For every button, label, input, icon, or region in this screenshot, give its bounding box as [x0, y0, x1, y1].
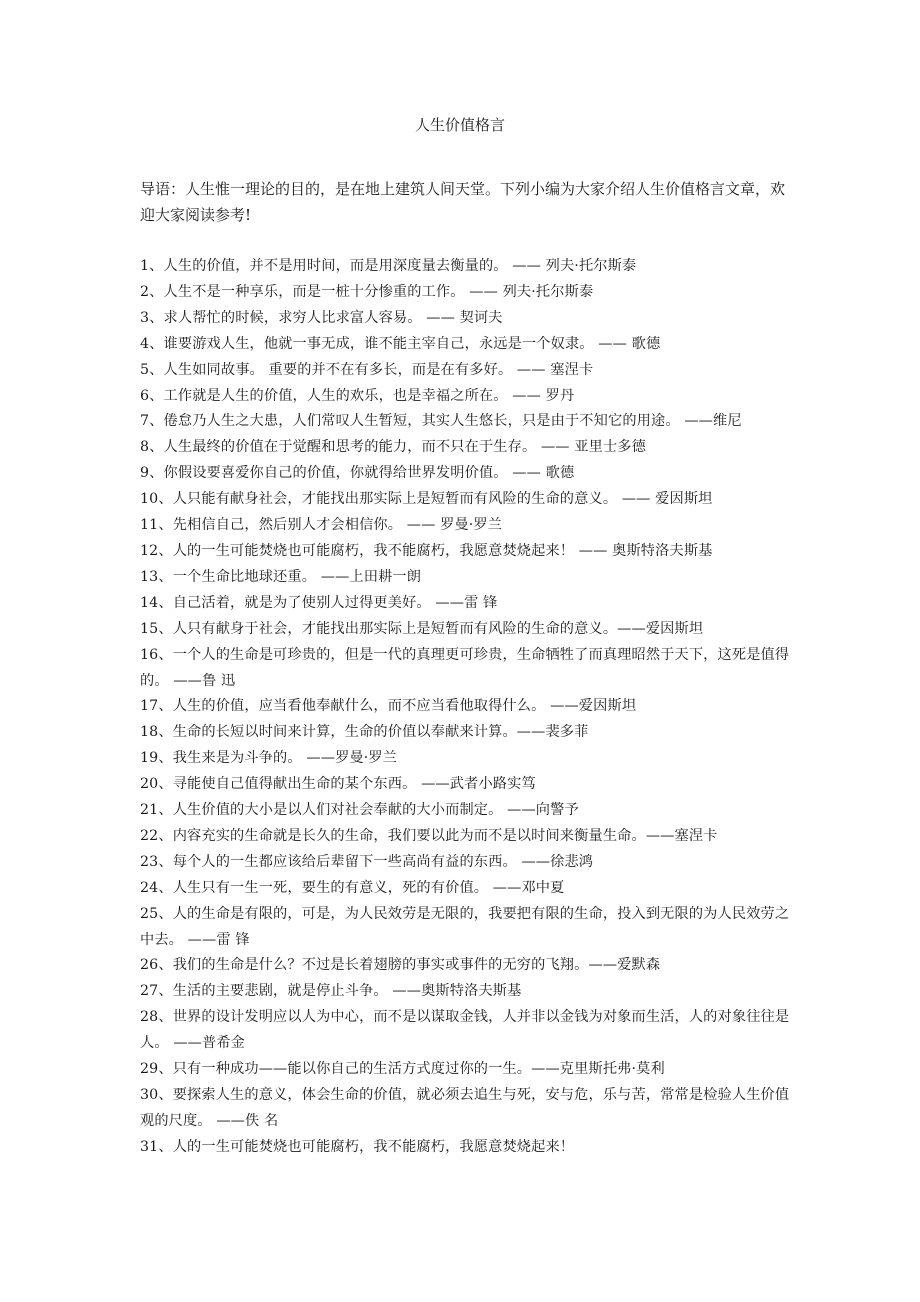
quote-item: 15、人只有献身于社会，才能找出那实际上是短暂而有风险的生命的意义。——爱因斯坦 [140, 620, 704, 637]
quote-item: 13、一个生命比地球还重。 ——上田耕一朗 [140, 568, 422, 585]
quote-item: 27、生活的主要悲剧，就是停止斗争。 ——奥斯特洛夫斯基 [140, 983, 522, 1000]
quote-item: 30、要探索人生的意义，体会生命的价值，就必须去追生与死，安与危，乐与苦，常常是检验人生价值观的尺度。 ——佚 名 [140, 1087, 790, 1129]
quote-list [140, 254, 790, 1161]
quote-item: 16、一个人的生命是可珍贵的，但是一代的真理更可珍贵，生命牺牲了而真理昭然于天下，这死是值得的。 ——鲁 迅 [140, 646, 790, 689]
quote-item: 5、人生如同故事。 重要的并不在有多长，而是在有多好。 —— 塞涅卡 [140, 361, 594, 378]
quote-item: 22、内容充实的生命就是长久的生命，我们要以此为而不是以时间来衡量生命。——塞涅卡 [140, 827, 718, 844]
quote-item: 21、人生价值的大小是以人们对社会奉献的大小而制定。 ——向警予 [140, 802, 579, 819]
quote-item: 11、先相信自己，然后别人才会相信你。 —— 罗曼·罗兰 [140, 517, 503, 534]
quote-item: 6、工作就是人生的价值，人生的欢乐，也是幸福之所在。 —— 罗丹 [140, 387, 575, 404]
quote-item: 4、谁要游戏人生，他就一事无成，谁不能主宰自己，永远是一个奴隶。 —— 歌德 [140, 335, 661, 352]
quote-item: 8、人生最终的价值在于觉醒和思考的能力，而不只在于生存。 —— 亚里士多德 [140, 439, 646, 456]
quote-item: 29、只有一种成功——能以你自己的生活方式度过你的一生。——克里斯托弗·莫利 [140, 1061, 665, 1078]
quote-item: 19、我生来是为斗争的。 ——罗曼·罗兰 [140, 750, 398, 767]
quote-item: 2、人生不是一种享乐，而是一桩十分惨重的工作。 —— 列夫·托尔斯泰 [140, 283, 594, 300]
quote-item: 3、求人帮忙的时候，求穷人比求富人容易。 —— 契诃夫 [140, 309, 503, 326]
quote-item: 10、人只能有献身社会，才能找出那实际上是短暂而有风险的生命的意义。 —— 爱因斯坦 [140, 491, 713, 508]
document-title: 人生价值格言 [414, 116, 505, 134]
quote-item: 1、人生的价值，并不是用时间，而是用深度量去衡量的。 —— 列夫·托尔斯泰 [140, 258, 637, 274]
quote-item: 18、生命的长短以时间来计算，生命的价值以奉献来计算。——裴多菲 [140, 724, 589, 741]
quote-item: 12、人的一生可能焚烧也可能腐朽，我不能腐朽，我愿意焚烧起来！ —— 奥斯特洛夫斯基 [140, 542, 713, 559]
quote-item: 9、你假设要喜爱你自己的价值，你就得给世界发明价值。 —— 歌德 [140, 465, 575, 482]
quote-item: 24、人生只有一生一死，要生的有意义，死的有价值。 ——邓中夏 [140, 879, 565, 896]
quote-item: 23、每个人的一生都应该给后辈留下一些高尚有益的东西。 ——徐悲鸿 [140, 853, 594, 870]
quote-item: 31、人的一生可能焚烧也可能腐朽，我不能腐朽，我愿意焚烧起来！ [140, 1138, 575, 1155]
quote-item: 25、人的生命是有限的，可是，为人民效劳是无限的，我要把有限的生命，投入到无限的为人民效劳之中去。 ——雷 锋 [140, 905, 790, 948]
document-intro: 导语：人生惟一理论的目的，是在地上建筑人间天堂。下列小编为大家介绍人生价值格言文章，欢迎大家阅读参考! [140, 180, 786, 224]
quote-item: 20、寻能使自己值得献出生命的某个东西。 ——武者小路实笃 [140, 776, 536, 793]
quote-item: 7、倦怠乃人生之大患，人们常叹人生暂短，其实人生悠长，只是由于不知它的用途。 ——维尼 [140, 413, 742, 430]
quote-item: 14、自己活着，就是为了使别人过得更美好。 ——雷 锋 [140, 594, 498, 611]
quote-item: 17、人生的价值，应当看他奉献什么，而不应当看他取得什么。 ——爱因斯坦 [140, 698, 637, 715]
quote-item: 28、世界的设计发明应以人为中心，而不是以谋取金钱，人并非以金钱为对象而生活，人的对象往往是人。 ——普希金 [140, 1009, 790, 1052]
quote-item: 26、我们的生命是什么？不过是长着翅膀的事实或事件的无穷的飞翔。——爱默森 [140, 957, 661, 974]
